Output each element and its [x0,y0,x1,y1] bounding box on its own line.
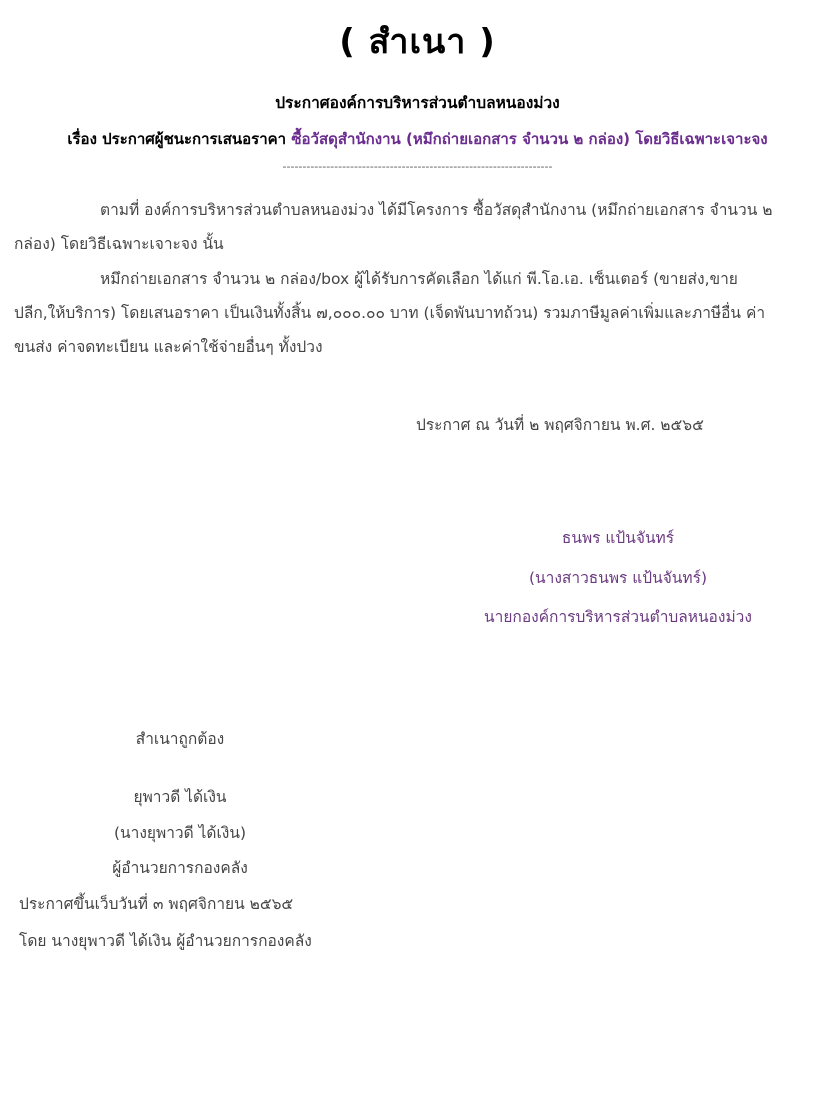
posted-date: ประกาศขึ้นเว็บวันที่ ๓ พฤศจิกายน ๒๕๖๕ [19,895,294,913]
announcement-subject-heading [0,127,835,151]
paragraph-project-line-1: ตามที่ องค์การบริหารส่วนตำบลหนองม่วง ได้มีโครงการ ซื้อวัสดุสำนักงาน (หมึกถ่ายเอกสาร จำนวน ๒ [100,201,773,219]
paragraph-winner-line-1: หมึกถ่ายเอกสาร จำนวน ๒ กล่อง/box ผู้ได้รับการคัดเลือก ได้แก่ พี.โอ.เอ. เซ็นเตอร์ (ขายส่ง,ขาย [100,270,738,288]
announcement-org-heading: ประกาศองค์การบริหารส่วนตำบลหนองม่วง [275,94,560,112]
paragraph-winner-line-2: ปลีก,ให้บริการ) โดยเสนอราคา เป็นเงินทั้งสิ้น ๗,๐๐๐.๐๐ บาท (เจ็ดพันบาทถ้วน) รวมภาษีมูลค่าเพิ่มและภาษีอื่น ค่า [14,304,766,322]
signatory-signature: ธนพร แป้นจันทร์ [561,529,675,547]
certifier-position: ผู้อำนวยการกองคลัง [112,859,248,877]
subject-prefix: เรื่อง ประกาศผู้ชนะการเสนอราคา [67,130,287,148]
certifier-full-name: (นางยุพาวดี ได้เงิน) [114,824,246,842]
paragraph-project-line-2: กล่อง) โดยวิธีเฉพาะเจาะจง นั้น [14,235,224,253]
signatory-position: นายกองค์การบริหารส่วนตำบลหนองม่วง [484,608,752,626]
signatory-full-name: (นางสาวธนพร แป้นจันทร์) [528,569,707,587]
subject-item: ซื้อวัสดุสำนักงาน (หมึกถ่ายเอกสาร จำนวน ๒ กล่อง) โดยวิธีเฉพาะเจาะจง [291,130,768,148]
paragraph-winner [14,262,822,364]
certified-copy-label: สำเนาถูกต้อง [135,730,225,748]
paragraph-project [14,193,822,261]
posted-by: โดย นางยุพาวดี ได้เงิน ผู้อำนวยการกองคลัง [19,932,312,950]
announce-date: ประกาศ ณ วันที่ ๒ พฤศจิกายน พ.ศ. ๒๕๖๕ [416,416,704,434]
paragraph-winner-line-3: ขนส่ง ค่าจดทะเบียน และค่าใช้จ่ายอื่นๆ ทั้งปวง [14,338,323,356]
certifier-signature: ยุพาวดี ได้เงิน [133,788,227,806]
copy-mark: ( สำเนา ) [339,22,496,62]
divider: -------------------------------------------------------------------- [282,160,553,173]
